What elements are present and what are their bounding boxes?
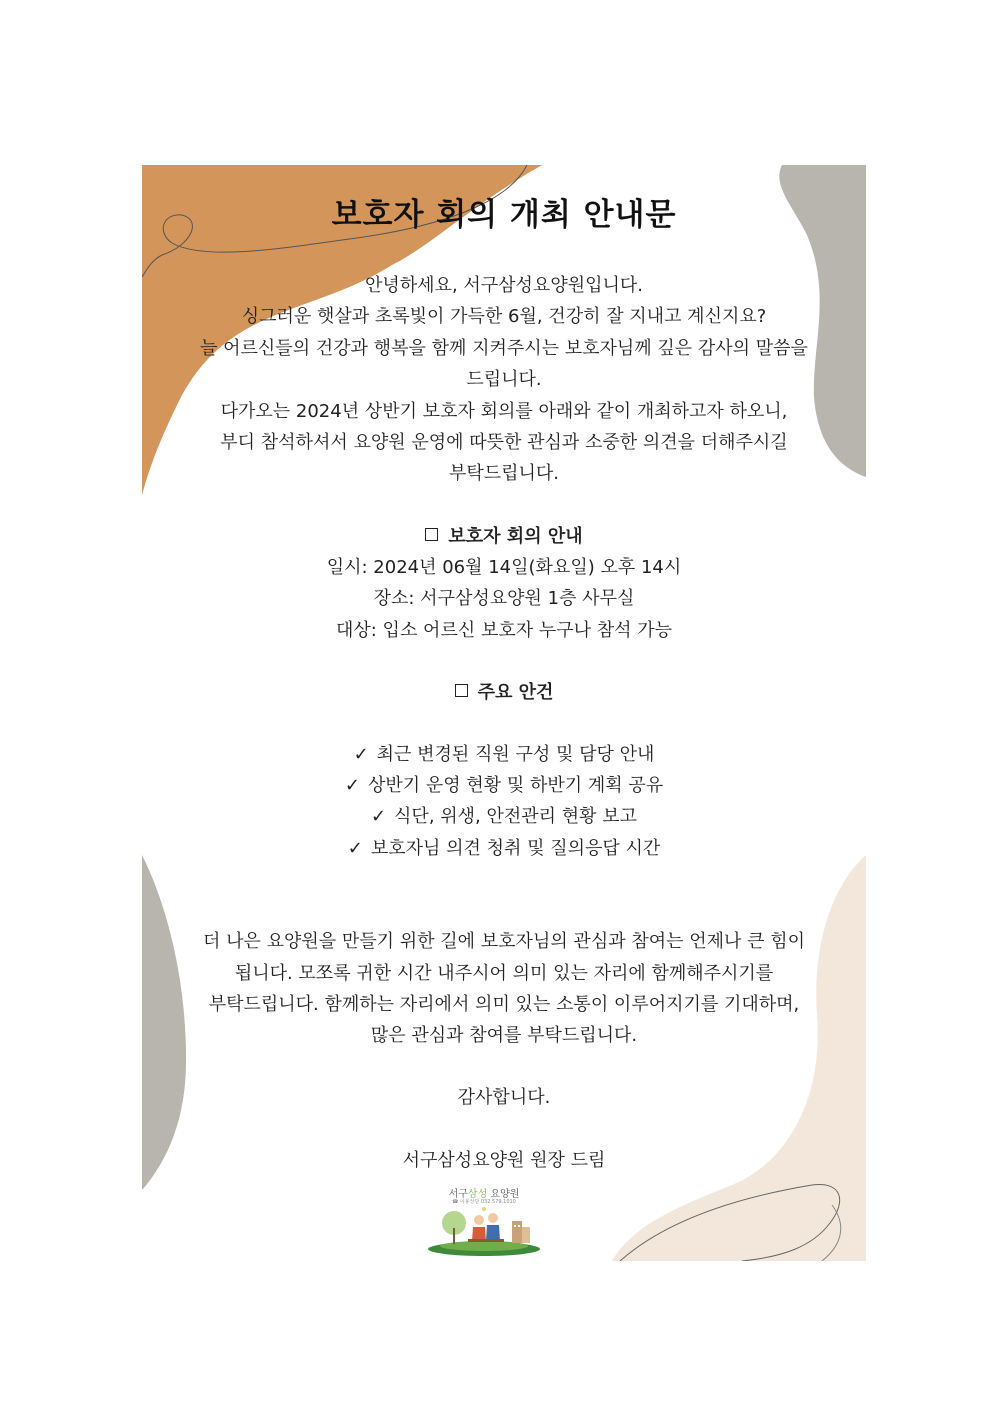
meeting-place: 장소: 서구삼성요양원 1층 사무실 <box>373 588 635 609</box>
intro-line: 늘 어르신들의 건강과 행복을 함께 지켜주시는 보호자님께 깊은 감사의 말씀을 <box>200 338 808 359</box>
closing-line: 더 나은 요양원을 만들기 위한 길에 보호자님의 관심과 참여는 언제나 큰 힘이 <box>203 931 805 952</box>
check-icon: ✓ <box>347 838 363 859</box>
agenda-item: ✓ 보호자님 의견 청취 및 질의응답 시간 <box>347 838 661 859</box>
intro-line: 다가오는 2024년 상반기 보호자 회의를 아래와 같이 개최하고자 하오니, <box>220 401 788 422</box>
meeting-date: 일시: 2024년 06월 14일(화요일) 오후 14시 <box>326 557 682 578</box>
agenda-item: ✓ 식단, 위생, 안전관리 현황 보고 <box>370 806 638 827</box>
intro-line: 안녕하세요, 서구삼성요양원입니다. <box>365 275 643 296</box>
meeting-audience: 대상: 입소 어르신 보호자 누구나 참석 가능 <box>336 620 672 641</box>
document-title: 보호자 회의 개최 안내문 <box>331 197 677 233</box>
thanks-text: 감사합니다. <box>457 1087 551 1108</box>
checkbox-square-icon <box>425 528 438 541</box>
agenda-heading: 주요 안건 <box>142 677 866 708</box>
signature: 서구삼성요양원 원장 드림 <box>402 1150 606 1171</box>
intro-line: 싱그러운 햇살과 초록빛이 가득한 6월, 건강히 잘 지내고 계신지요? <box>241 306 767 327</box>
agenda-item: ✓ 최근 변경된 직원 구성 및 담당 안내 <box>353 744 655 765</box>
document-content <box>142 165 866 1261</box>
meeting-heading: 보호자 회의 안내 <box>142 521 866 552</box>
check-icon: ✓ <box>370 806 387 827</box>
closing-line: 됩니다. 모쪼록 귀한 시간 내주시어 의미 있는 자리에 함께해주시기를 <box>234 963 774 984</box>
invitation-card <box>142 165 866 1261</box>
checkbox-square-icon <box>455 684 468 697</box>
logo-contact: ☎ 이용상담 032.579.1010 <box>452 1199 516 1205</box>
facility-logo <box>424 1183 544 1259</box>
intro-line: 드립니다. <box>466 369 542 390</box>
agenda-item: ✓ 상반기 운영 현황 및 하반기 계획 공유 <box>344 775 664 796</box>
closing-line: 많은 관심과 참여를 부탁드립니다. <box>370 1025 638 1046</box>
check-icon: ✓ <box>344 775 360 796</box>
intro-line: 부탁드립니다. <box>448 463 560 484</box>
closing-line: 부탁드립니다. 함께하는 자리에서 의미 있는 소통이 이루어지기를 기대하며, <box>208 994 800 1015</box>
intro-line: 부디 참석하셔서 요양원 운영에 따뜻한 관심과 소중한 의견을 더해주시길 <box>220 432 788 453</box>
logo-name: 서구삼성 요양원 <box>448 1189 520 1200</box>
check-icon: ✓ <box>353 744 369 765</box>
elderly-couple-illustration-icon <box>424 1183 544 1259</box>
